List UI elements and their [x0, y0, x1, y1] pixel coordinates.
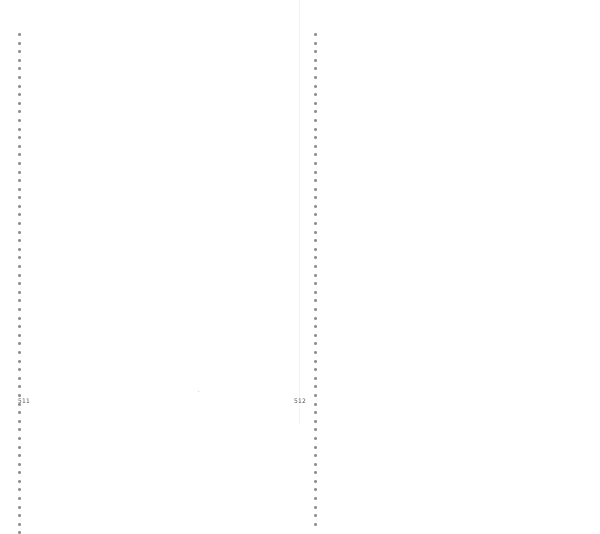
- bullet-mark: [18, 33, 21, 36]
- bullet-mark: [18, 437, 21, 440]
- bullet-mark: [18, 454, 21, 457]
- bullet-mark: [314, 446, 317, 449]
- bullet-mark: [314, 145, 317, 148]
- bullet-mark: [18, 188, 21, 191]
- bullet-mark: [314, 188, 317, 191]
- bullet-mark: [18, 248, 21, 251]
- bullet-mark: [18, 394, 21, 397]
- bullet-mark: [314, 76, 317, 79]
- bullet-mark: [18, 360, 21, 363]
- bullet-mark: [18, 308, 21, 311]
- bullet-mark: [314, 497, 317, 500]
- bullet-mark: [314, 274, 317, 277]
- bullet-mark: [18, 446, 21, 449]
- bullet-mark: [314, 42, 317, 45]
- bullet-mark: [314, 488, 317, 491]
- bullet-mark: [314, 403, 317, 406]
- bullet-mark: [314, 523, 317, 526]
- bullet-mark: [314, 317, 317, 320]
- bullet-mark: [314, 85, 317, 88]
- bullet-mark: [314, 360, 317, 363]
- bullet-mark: [18, 514, 21, 517]
- bullet-mark: [314, 231, 317, 234]
- bullet-mark: [314, 205, 317, 208]
- bullet-mark: [314, 351, 317, 354]
- bullet-mark: [314, 334, 317, 337]
- bullet-mark: [314, 377, 317, 380]
- bullet-mark: [314, 162, 317, 165]
- bullet-mark: [18, 145, 21, 148]
- bullet-mark: [18, 205, 21, 208]
- bullet-mark: [18, 523, 21, 526]
- page-number-left: 511: [18, 398, 31, 405]
- bullet-mark: [18, 42, 21, 45]
- bullet-mark: [314, 480, 317, 483]
- bullet-mark: [314, 119, 317, 122]
- right-page: [300, 0, 600, 424]
- bullet-mark: [18, 463, 21, 466]
- bullet-mark: [314, 291, 317, 294]
- bullet-mark: [18, 128, 21, 131]
- bullet-mark: [314, 59, 317, 62]
- bullet-mark: [18, 291, 21, 294]
- bullet-mark: [314, 308, 317, 311]
- bullet-mark: [18, 274, 21, 277]
- bullet-mark: [314, 33, 317, 36]
- bullet-mark: [314, 128, 317, 131]
- bullet-mark: [314, 454, 317, 457]
- bullet-mark: [314, 506, 317, 509]
- bullet-mark: [18, 334, 21, 337]
- bullet-mark: [314, 248, 317, 251]
- bullet-mark: [314, 102, 317, 105]
- bullet-mark: [18, 102, 21, 105]
- bullet-mark: [18, 76, 21, 79]
- page-number-right: 512: [294, 398, 307, 405]
- bullet-mark: [18, 471, 21, 474]
- bullet-mark: [18, 231, 21, 234]
- bullet-mark: [18, 488, 21, 491]
- bullet-mark: [18, 59, 21, 62]
- bullet-mark: [18, 377, 21, 380]
- bullet-mark: [314, 514, 317, 517]
- bullet-mark: [314, 428, 317, 431]
- bullet-mark: [314, 471, 317, 474]
- bullet-mark: [314, 420, 317, 423]
- bullet-mark: [314, 171, 317, 174]
- left-page: [0, 0, 300, 424]
- bullet-mark: [18, 162, 21, 165]
- left-page-end-mark: ·: [198, 389, 200, 395]
- bullet-mark: [18, 85, 21, 88]
- bullet-mark: [18, 428, 21, 431]
- bullet-mark: [18, 171, 21, 174]
- bullet-mark: [18, 506, 21, 509]
- bullet-mark: [314, 463, 317, 466]
- bullet-mark: [18, 351, 21, 354]
- bullet-mark: [18, 119, 21, 122]
- bullet-mark: [314, 437, 317, 440]
- bullet-mark: [18, 317, 21, 320]
- bullet-mark: [18, 497, 21, 500]
- bullet-mark: [18, 420, 21, 423]
- bullet-mark: [18, 480, 21, 483]
- bullet-mark: [314, 394, 317, 397]
